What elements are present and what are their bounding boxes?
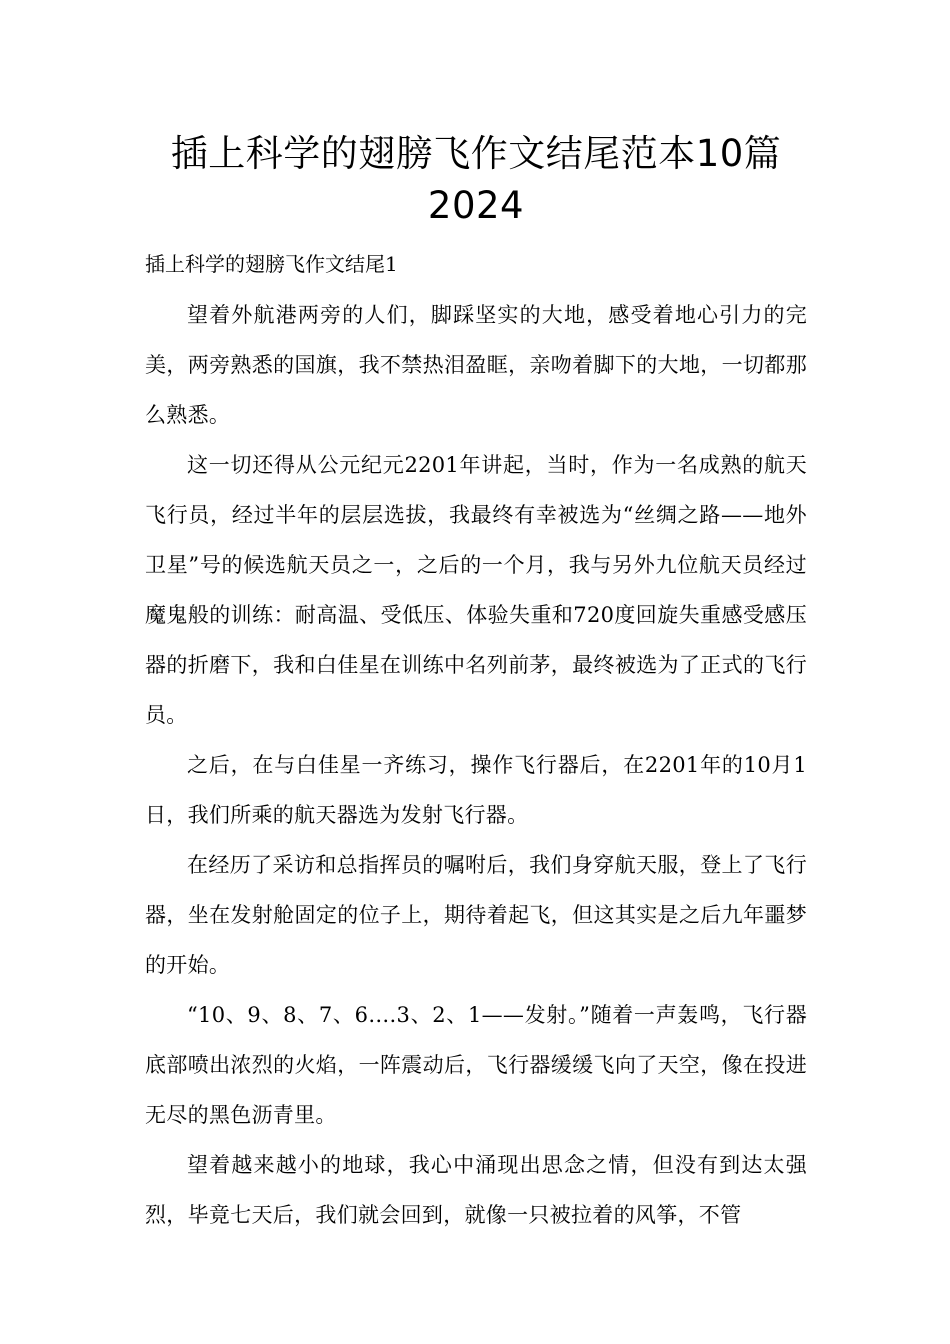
paragraph: 这一切还得从公元纪元2201年讲起，当时，作为一名成熟的航天飞行员，经过半年的层层选拔，我最终有幸被选为“丝绸之路——地外卫星”号的候选航天员之一，之后的一个月，我与另外九位航天员经过魔鬼般的训练：耐高温、受低压、体验失重和720度回旋失重感受感压器的折磨下，我和白佳星在训练中名列前茅，最终被选为了正式的飞行员。: [145, 453, 807, 727]
document-page: [145, 0, 807, 1240]
document-body: [145, 290, 807, 1240]
paragraph: 在经历了采访和总指挥员的嘱咐后，我们身穿航天服，登上了飞行器，坐在发射舱固定的位子上，期待着起飞，但这其实是之后九年噩梦的开始。: [145, 853, 807, 977]
paragraph: “10、9、8、7、6….3、2、1——发射。”随着一声轰鸣，飞行器底部喷出浓烈的火焰，一阵震动后，飞行器缓缓飞向了天空，像在投进无尽的黑色沥青里。: [145, 1003, 807, 1127]
section-heading: 插上科学的翅膀飞作文结尾1: [145, 252, 398, 276]
paragraph: 望着越来越小的地球，我心中涌现出思念之情，但没有到达太强烈，毕竟七天后，我们就会回到，就像一只被拉着的风筝，不管: [145, 1153, 807, 1227]
document-title: 插上科学的翅膀飞作文结尾范本10篇2024: [170, 132, 782, 227]
paragraph: 望着外航港两旁的人们，脚踩坚实的大地，感受着地心引力的完美，两旁熟悉的国旗，我不禁热泪盈眶，亲吻着脚下的大地，一切都那么熟悉。: [145, 303, 807, 427]
paragraph: 之后，在与白佳星一齐练习，操作飞行器后，在2201年的10月1日，我们所乘的航天器选为发射飞行器。: [145, 753, 807, 827]
